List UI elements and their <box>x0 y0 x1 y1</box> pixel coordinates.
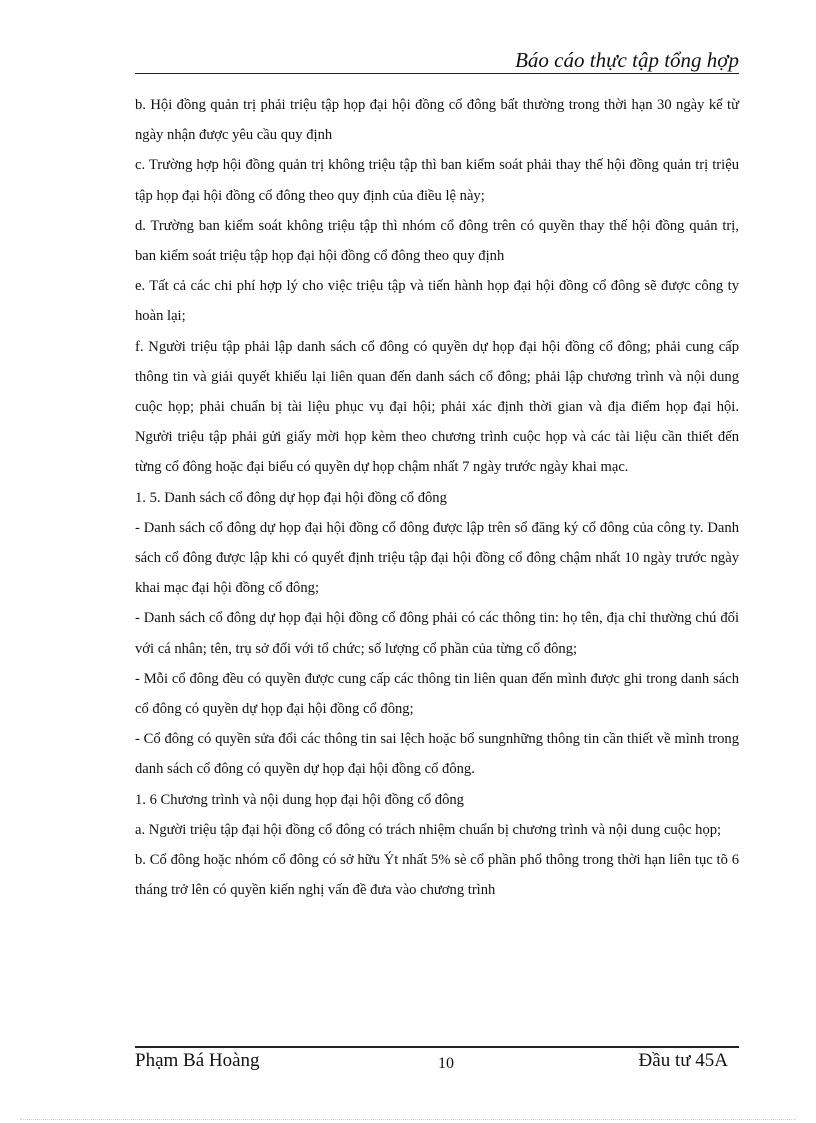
paragraph: - Mỗi cổ đông đều có quyền được cung cấp các thông tin liên quan đến mình được ghi trong danh sách cổ đông có quyền dự họp đại hội đồng cổ đông; <box>135 670 739 718</box>
footer-author: Phạm Bá Hoàng <box>135 1050 260 1071</box>
document-body <box>135 90 739 905</box>
section-heading: 1. 6 Chương trình và nội dung họp đại hội đồng cổ đông <box>135 791 464 808</box>
paragraph: d. Trường ban kiểm soát không triệu tập thì nhóm cổ đông trên có quyền thay thế hội đồng quản trị, ban kiểm soát triệu tập họp đại hội đồng cổ đông theo quy định <box>135 217 739 265</box>
header-divider <box>135 73 739 74</box>
footer-divider <box>135 1046 739 1048</box>
section-heading: 1. 5. Danh sách cổ đông dự họp đại hội đồng cổ đông <box>135 489 447 506</box>
paragraph: - Cổ đông có quyền sửa đổi các thông tin sai lệch hoặc bổ sungnhững thông tin cần thiết về mình trong danh sách cổ đông có quyền dự họp đại hội đồng cổ đông. <box>135 731 739 778</box>
report-title: Báo cáo thực tập tổng hợp <box>515 48 739 72</box>
paragraph: - Danh sách cổ đông dự họp đại hội đồng cổ đông được lập trên sổ đăng ký cổ đông của công ty. Danh sách cổ đông được lập khi có quyết định triệu tập đại hội đồng cổ đông chậm nhất 10 ngày trước ngày khai mạc đại hội đồng cổ đông; <box>135 519 739 597</box>
page-edge-divider <box>20 1119 796 1120</box>
footer-class: Đầu tư 45A <box>638 1050 728 1071</box>
paragraph: c. Trường hợp hội đồng quản trị không triệu tập thì ban kiểm soát phải thay thế hội đồng quản trị triệu tập họp đại hội đồng cổ đông theo quy định của điều lệ này; <box>135 157 739 204</box>
paragraph: f. Người triệu tập phải lập danh sách cổ đông có quyền dự họp đại hội đồng cổ đông; phải cung cấp thông tin và giải quyết khiếu lại liên quan đến danh sách cổ đông; phải lập chương trình và nội dung cuộc họp; phải chuẩn bị tài liệu phục vụ đại hội; phải xác định thời gian và địa điểm họp đại hội. Người triệu tập phải gửi giấy mời họp kèm theo chương trình cuộc họp và các tài liệu cần thiết đến từng cổ đông hoặc đại biểu có quyền dự họp chậm nhất 7 ngày trước ngày khai mạc. <box>135 338 739 476</box>
paragraph: b. Cổ đông hoặc nhóm cổ đông có sở hữu Ýt nhất 5% sè cổ phần phổ thông trong thời hạn liên tục tõ 6 tháng trở lên có quyền kiến nghị vấn đề đưa vào chương trình <box>135 852 739 899</box>
paragraph: b. Hội đồng quản trị phải triệu tập họp đại hội đồng cổ đông bất thường trong thời hạn 30 ngày kể từ ngày nhận được yêu cầu quy định <box>135 97 739 144</box>
paragraph: e. Tất cả các chi phí hợp lý cho việc triệu tập và tiến hành họp đại hội đồng cổ đông sẽ được công ty hoàn lại; <box>135 278 739 325</box>
page-number: 10 <box>438 1055 454 1072</box>
paragraph: - Danh sách cổ đông dự họp đại hội đồng cổ đông phải có các thông tin: họ tên, địa chỉ thường chú đối với cá nhân; tên, trụ sở đối với tổ chức; số lượng cổ phần của từng cổ đông; <box>135 610 739 657</box>
paragraph: a. Người triệu tập đại hội đồng cổ đông có trách nhiệm chuẩn bị chương trình và nội dung cuộc họp; <box>135 821 722 838</box>
